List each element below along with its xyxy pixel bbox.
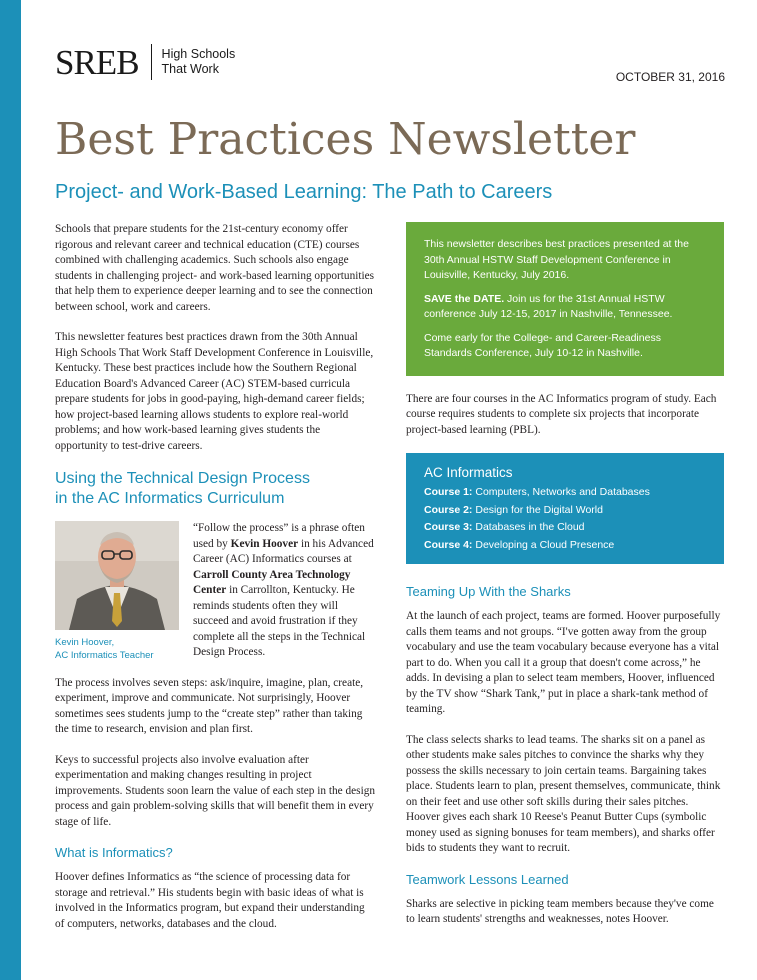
sharks-paragraph-2: The class selects sharks to lead teams. The sharks sit on a panel as other students make sales pitches to convince the sharks why they possess the skills necessary to join certain teams. Bargaining takes place. Students learn to plan, present themselves, communicate, think on their feet and use other soft skills during their sales pitches. Hoover gives each shark 10 Reese's Peanut Butter Cups (symbolic money used as signing bonuses for team members), and sharks offer bids to students they want to recruit. — [406, 733, 721, 854]
course-row — [424, 484, 706, 502]
conference-callout-box — [406, 222, 724, 376]
left-accent-bar — [0, 0, 21, 980]
intro-paragraph-2: This newsletter features best practices drawn from the 30th Annual High Schools That Work Staff Development Conference in Louisville, Kentucky. These best practices include how the Southern Regional Education Board's Advanced Career (AC) STEM-based curricula prepare students for jobs in good-paying, high-demand career fields; how project-based learning allows students to explore real-world problems; and how work-based learning gives students the opportunity to test-drive careers. — [55, 331, 374, 452]
logo-subtitle — [162, 47, 236, 77]
teacher-photo — [55, 521, 179, 630]
caption-line2: AC Informatics Teacher — [55, 650, 154, 661]
newsletter-subtitle: Project- and Work-Based Learning: The Path to Careers — [55, 181, 553, 203]
save-the-date-text: Join us for the 31st Annual HSTW conference July 12-15, 2017 in Nashville, Tennessee. — [424, 292, 673, 320]
teacher-name: Kevin Hoover — [230, 537, 299, 550]
courses-intro-paragraph: There are four courses in the AC Informatics program of study. Each course requires students to complete six projects that incorporate project-based learning (PBL). — [406, 392, 717, 436]
course-name: Design for the Digital World — [472, 503, 603, 516]
course-name: Developing a Cloud Presence — [472, 538, 615, 551]
logo-line2: That Work — [161, 62, 219, 76]
informatics-paragraph-1: Hoover defines Informatics as “the science of processing data for storage and retrieval.” His students begin with basic ideas of what is involved in the Informatics program, but expand their understanding of computers, networks, databases and the cloud. — [55, 871, 365, 930]
technical-design-paragraph-2: The process involves seven steps: ask/inquire, imagine, plan, create, experiment, improve and communicate. Not surprisingly, Hoover sometimes sees students jump to the “create step” rather than taking the time to research, envision and plan first. — [55, 676, 364, 735]
section-heading-line1: Using the Technical Design Process — [55, 470, 310, 487]
save-the-date-label: SAVE the DATE. — [424, 292, 505, 305]
course-row — [424, 519, 706, 537]
sreb-logo — [55, 44, 235, 80]
school-name: Carroll County Area Technology Center — [193, 568, 351, 596]
callout-paragraph-2 — [424, 292, 706, 323]
section-heading-teamwork: Teamwork Lessons Learned — [406, 871, 569, 887]
teacher-photo-figure — [55, 521, 183, 662]
photo-caption — [55, 636, 183, 662]
course-label: Course 2: — [424, 503, 473, 516]
course-label: Course 1: — [424, 486, 473, 498]
section-heading-informatics: What is Informatics? — [55, 845, 173, 860]
callout-paragraph-1: This newsletter describes best practices presented at the 30th Annual HSTW Staff Development Conference in Louisville, Kentucky, July 2016. — [424, 238, 689, 281]
sharks-paragraph-1: At the launch of each project, teams are formed. Hoover purposefully calls them teams and not groups. “I've gotten away from the group vocabulary and use the team vocabulary because everyone has a vital part to do. When you call it a group that doesn't come across,” he adds. In devising a plan to select team members, Hoover, influenced by the TV show “Shark Tank,” put in place a shark-tank method of teaming. — [406, 610, 721, 715]
technical-design-paragraph-3: Keys to successful projects also involve evaluation after experimentation and making changes resulting in project improvements. Students soon learn the value of each step in the design process and gain problem-solving skills that will benefit them in every stage of life. — [55, 753, 376, 828]
section-heading-line2: in the AC Informatics Curriculum — [55, 490, 285, 507]
course-name: Computers, Networks and Databases — [472, 486, 650, 498]
callout-paragraph-3: Come early for the College- and Career-Readiness Standards Conference, July 10-12 in Nashville. — [424, 331, 661, 359]
logo-line1: High Schools — [161, 47, 236, 61]
course-label: Course 4: — [424, 538, 473, 551]
logo-mark: SREB — [55, 42, 139, 82]
teamwork-paragraph-1: Sharks are selective in picking team members because they've come to learn students' strengths and weaknesses, notes Hoover. — [406, 897, 714, 925]
issue-date: OCTOBER 31, 2016 — [615, 70, 725, 84]
ac-informatics-heading: AC Informatics — [424, 465, 513, 480]
course-row — [424, 502, 706, 520]
course-row — [424, 537, 706, 555]
intro-paragraph-1: Schools that prepare students for the 21st-century economy offer rigorous and relevant career and technical education (CTE) courses combined with challenging academics. Such schools also engage students in challenging project- and work-based learning opportunities that help them to experience deeper learning and to see the connection between school, work and careers. — [55, 223, 375, 313]
ac-informatics-box — [406, 453, 724, 564]
section-heading-sharks: Teaming Up With the Sharks — [406, 584, 571, 599]
logo-divider — [151, 44, 152, 80]
teacher-portrait-image — [55, 521, 179, 630]
td-text-c: in Carrollton, Kentucky. He reminds students often they will succeed and avoid frustration if they complete all the steps in the Technical Design Process. — [193, 584, 366, 658]
newsletter-title: Best Practices Newsletter — [55, 114, 636, 165]
left-column — [55, 222, 375, 947]
right-column — [406, 222, 724, 943]
td-text-b: in his Advanced Career (AC) Informatics courses at — [193, 537, 374, 565]
caption-line1: Kevin Hoover, — [55, 637, 115, 648]
section-heading-technical-design — [55, 469, 375, 509]
course-label: Course 3: — [424, 521, 473, 533]
td-text-a: “Follow the process” is a phrase often used by — [193, 522, 365, 550]
course-name: Databases in the Cloud — [472, 521, 585, 533]
